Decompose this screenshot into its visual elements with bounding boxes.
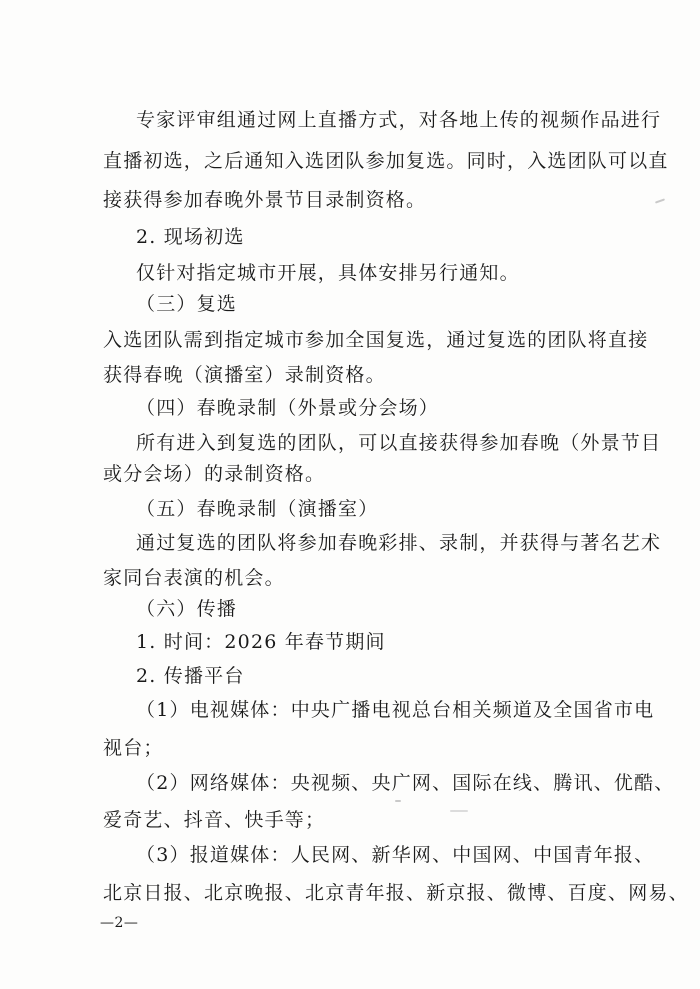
section-heading: 2. 现场初选 [136,226,245,248]
paragraph-line: 直播初选，之后通知入选团队参加复选。同时，入选团队可以直 [103,150,669,172]
paragraph-line: 1. 时间：2026 年春节期间 [136,631,386,653]
paragraph-line: 爱奇艺、抖音、快手等； [103,809,326,831]
paragraph-line: （2）网络媒体：央视频、央广网、国际在线、腾讯、优酷、 [136,772,675,794]
paragraph-line: （1）电视媒体：中央广播电视总台相关频道及全国省市电 [136,699,655,721]
paragraph-line: 获得春晚（演播室）录制资格。 [103,364,386,386]
page-number: —2— [100,915,139,931]
section-heading: （五）春晚录制（演播室） [136,498,379,520]
section-heading: （六）传播 [136,598,238,620]
paragraph-line: 所有进入到复选的团队，可以直接获得参加春晚（外景节目 [136,432,662,454]
section-heading: （三）复选 [136,293,238,315]
paragraph-line: 或分会场）的录制资格。 [103,463,326,485]
paragraph-line: 北京日报、北京晚报、北京青年报、新京报、微博、百度、网易、 [103,882,689,904]
paragraph-line: （3）报道媒体：人民网、新华网、中国网、中国青年报、 [136,844,655,866]
paragraph-line: 家同台表演的机会。 [103,567,285,589]
paragraph-line: 视台； [103,737,164,759]
paragraph-line: 专家评审组通过网上直播方式，对各地上传的视频作品进行 [136,109,662,131]
section-heading: 2. 传播平台 [136,665,245,687]
paragraph-line: 接获得参加春晚外景节目录制资格。 [103,189,427,211]
scan-mark [395,800,401,802]
paragraph-line: 入选团队需到指定城市参加全国复选，通过复选的团队将直接 [103,329,649,351]
paragraph-line: 通过复选的团队将参加春晚彩排、录制，并获得与著名艺术 [136,532,662,554]
scan-mark [450,810,468,812]
scan-mark [655,198,665,203]
section-heading: （四）春晚录制（外景或分会场） [136,397,440,419]
paragraph-line: 仅针对指定城市开展，具体安排另行通知。 [136,262,520,284]
